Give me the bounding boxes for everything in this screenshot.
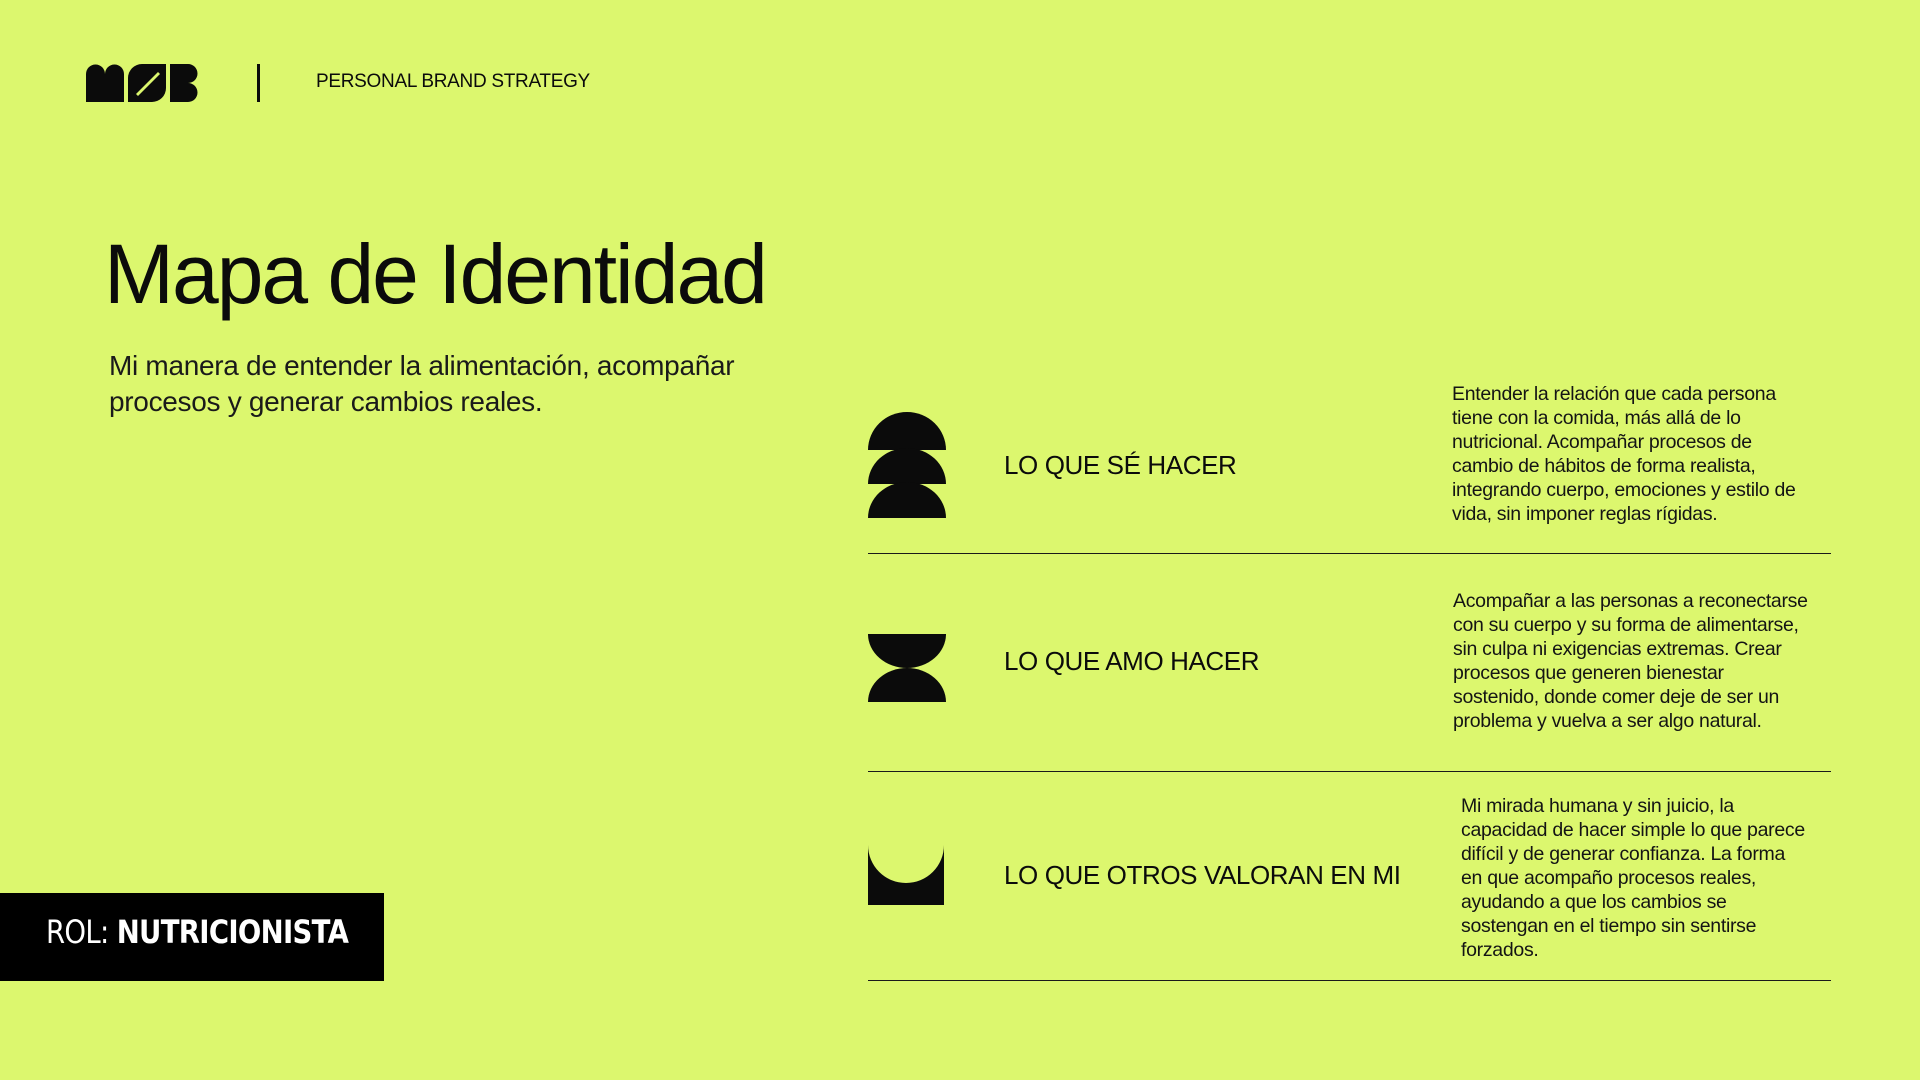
row-label: LO QUE OTROS VALORAN EN MI [1004,860,1401,890]
hourglass-icon [868,634,946,702]
identity-row-passion [868,554,1831,772]
brand-label: PERSONAL BRAND STRATEGY [316,71,590,92]
role-value: NUTRICIONISTA [116,913,349,951]
row-description: Entender la relación que cada persona tiene con la comida, más allá de lo nutricional. Acompañar procesos de cambio de hábitos de forma realista, integrando cuerpo, emociones y estilo de vida, sin imponer reglas rígidas. [1452,383,1796,525]
role-text [46,913,348,951]
row-label: LO QUE SÉ HACER [1004,450,1237,480]
row-description: Acompañar a las personas a reconectarse con su cuerpo y su forma de alimentarse, sin culpa ni exigencias extremas. Crear procesos que generen bienestar sostenido, donde comer deje de ser un problema y vuelva a ser algo natural. [1453,590,1808,732]
role-badge [0,893,384,981]
stacked-semicircles-icon [868,412,946,518]
row-description: Mi mirada humana y sin juicio, la capacidad de hacer simple lo que parece difícil y de generar confianza. La forma en que acompaño procesos reales, ayudando a que los cambios se sostengan en el tiempo sin sentirse forzados. [1461,795,1805,961]
identity-row-skills [868,372,1831,554]
page-subtitle: Mi manera de entender la alimentación, acompañar procesos y generar cambios reales. [109,350,735,417]
row-label: LO QUE AMO HACER [1004,646,1260,676]
identity-row-valued [868,772,1831,981]
header-divider [257,64,260,102]
m-shape-icon [868,845,944,905]
identity-map-list [868,372,1831,981]
role-prefix: ROL: [46,913,109,951]
page-title: Mapa de Identidad [104,227,766,321]
mdb-logo-icon [86,64,204,102]
